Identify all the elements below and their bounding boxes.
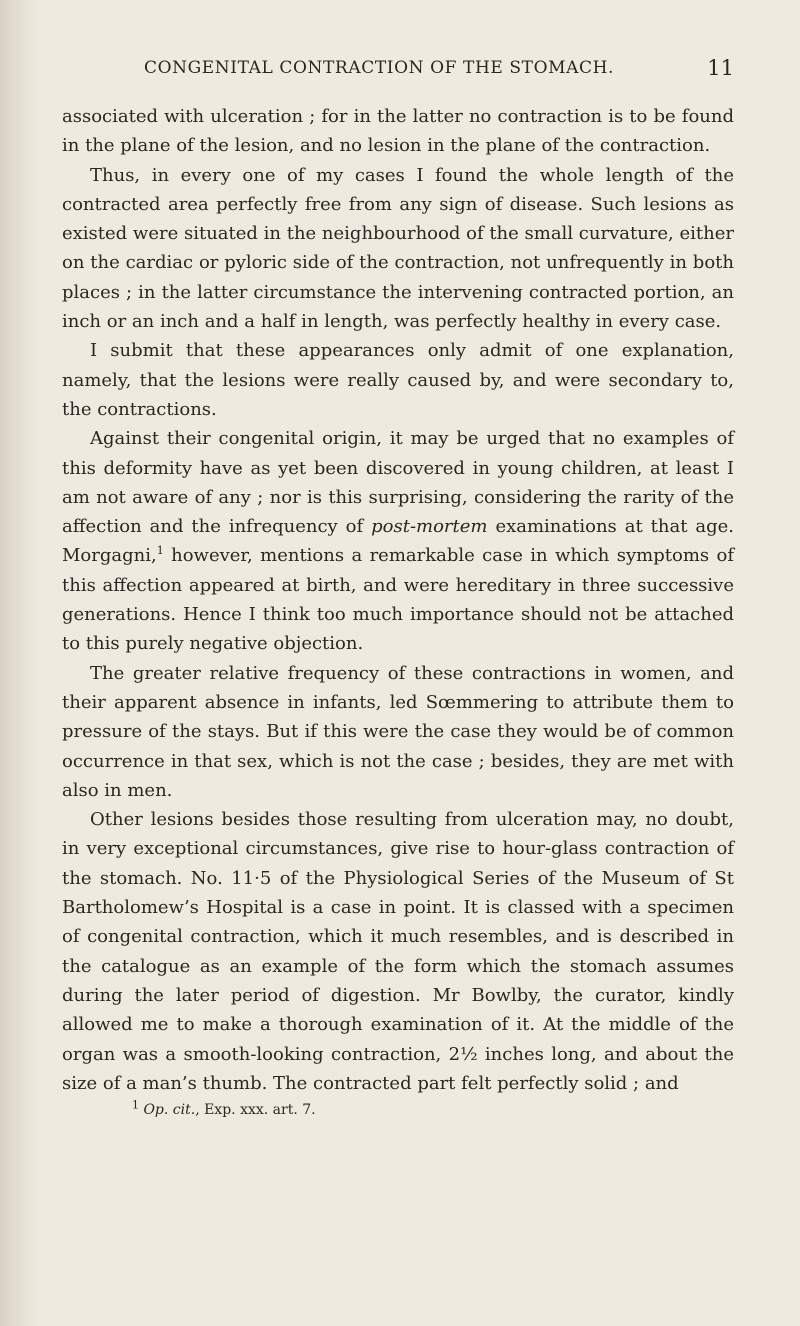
paragraph: I submit that these appearances only admit of one explanation, namely, that the lesions were really caused by, and were secondary to, the contractions. bbox=[62, 340, 734, 420]
footnote bbox=[62, 1100, 734, 1120]
italic-term: post-mortem bbox=[371, 516, 488, 538]
body-text bbox=[62, 102, 734, 1098]
footnote-citation: Op. cit. bbox=[143, 1102, 196, 1119]
paragraph: Thus, in every one of my cases I found the whole length of the contracted area perfectly free from any sign of disease. Such lesions as existed were situated in the neighbourhood of the small curvature, either on the cardiac or pyloric side of the contraction, not unfrequently in both places ; in the latter circumstance the intervening contracted portion, an inch or an inch and a half in length, was perfectly healthy in every case. bbox=[62, 164, 734, 333]
paragraph: Other lesions besides those resulting from ulceration may, no doubt, in very exceptional circumstances, give rise to hour-glass contraction of the stomach. No. 11·5 of the Physiological Series of the Museum of St Bartholomew’s Hospital is a case in point. It is classed with a specimen of congenital contraction, which it much resembles, and is described in the catalogue as an example of the form which the stomach assumes during the later period of digestion. Mr Bowlby, the curator, kindly allowed me to make a thorough examination of it. At the middle of the organ was a smooth-looking contraction, 2½ inches long, and about the size of a man’s thumb. The contracted part felt perfectly solid ; and bbox=[62, 809, 734, 1094]
page-number: 11 bbox=[707, 56, 734, 80]
footnote-text: , Exp. xxx. art. 7. bbox=[195, 1102, 316, 1119]
running-head bbox=[62, 58, 734, 98]
running-title: CONGENITAL CONTRACTION OF THE STOMACH. bbox=[144, 58, 615, 78]
footnote-reference: 1 bbox=[156, 544, 164, 558]
page-gutter-shadow bbox=[0, 0, 40, 1326]
footnote-marker: 1 bbox=[132, 1098, 139, 1112]
paragraph-text: examinations at that age. Morgagni, bbox=[62, 516, 735, 567]
paragraph bbox=[62, 424, 734, 658]
paragraph-text: however, mentions a remarkable case in which symptoms of this affection appeared at birth, and were hereditary in three successive generations. Hence I think too much importance should not be attached to this purely negative objection. bbox=[62, 545, 734, 655]
paragraph: The greater relative frequency of these contractions in women, and their apparent absence in infants, led Sœmmering to attribute them to pressure of the stays. But if this were the case they would be of common occurrence in that sex, which is not the case ; besides, they are met with also in men. bbox=[62, 662, 734, 801]
book-page bbox=[62, 58, 734, 1120]
paragraph: associated with ulceration ; for in the latter no contraction is to be found in the plane of the lesion, and no lesion in the plane of the contraction. bbox=[62, 106, 734, 157]
paragraph-text: Against their congenital origin, it may be urged that no examples of this deformity have as yet been discovered in young children, at least I am not aware of any ; nor is this surprising, considering the rarity of the affection and the infrequency of bbox=[62, 428, 734, 538]
